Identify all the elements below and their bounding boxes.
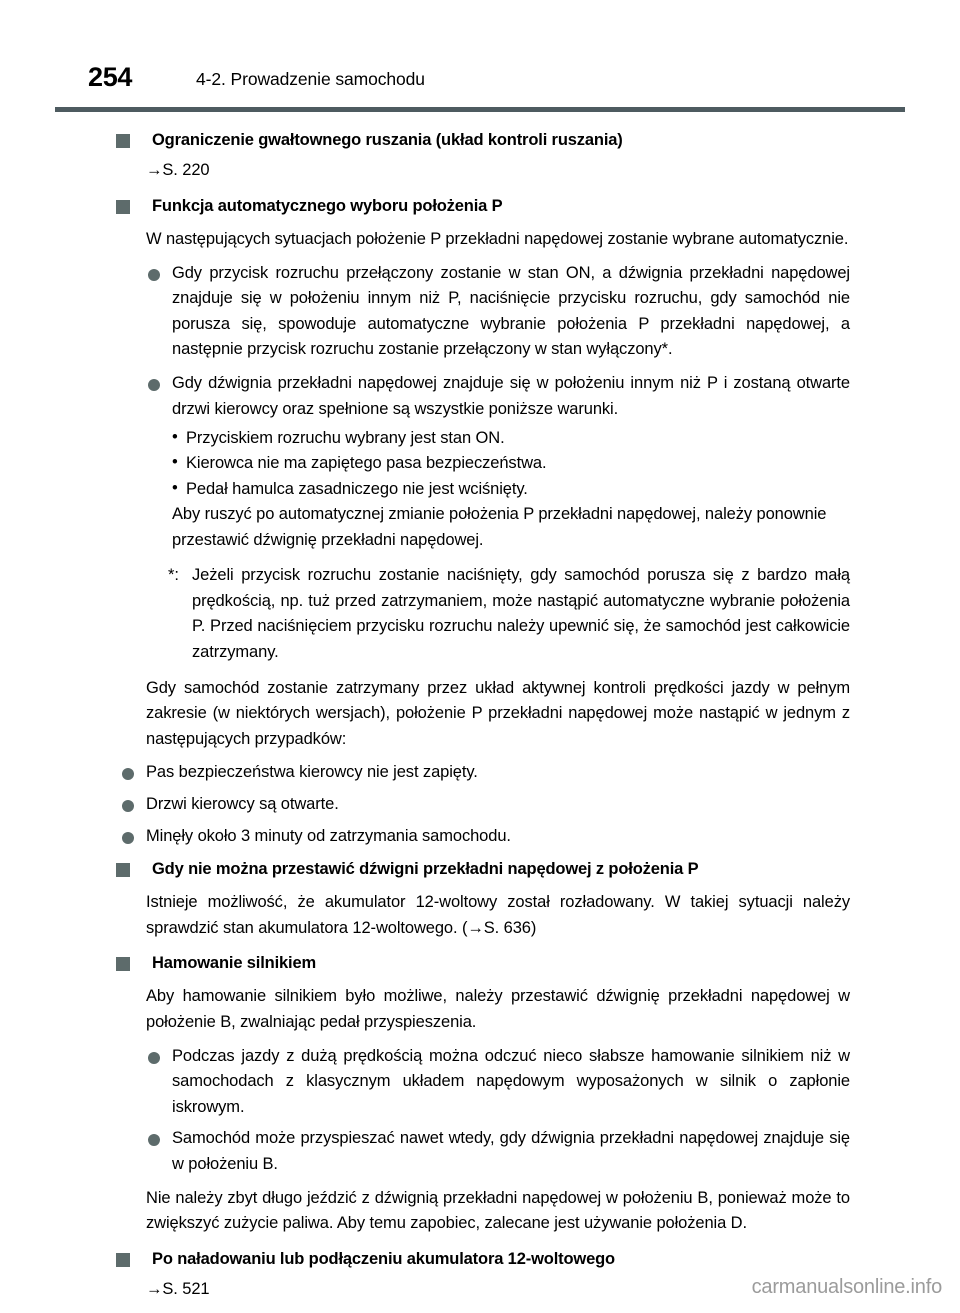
section-heading-label: Ograniczenie gwałtownego ruszania (układ kontroli ruszania) — [152, 131, 623, 149]
page-header — [0, 60, 960, 106]
section-heading — [116, 192, 905, 221]
page-reference-link[interactable]: →S. 220 — [146, 161, 210, 179]
section-heading-label: Gdy nie można przestawić dźwigni przekładni napędowej z położenia P — [152, 860, 699, 879]
round-bullet-icon — [148, 1052, 160, 1064]
list-item — [146, 1126, 850, 1177]
round-bullet-icon — [148, 1134, 160, 1146]
round-bullet-icon — [148, 269, 160, 281]
page-content — [0, 126, 960, 1303]
sub-list-item-text: Pedał hamulca zasadniczego nie jest wciśnięty. — [186, 479, 528, 498]
list-item-text: Pas bezpieczeństwa kierowcy nie jest zapięty. — [146, 763, 478, 782]
section-closing-paragraph: Nie należy zbyt długo jeździć z dźwignią przekładni napędowej w położeniu B, ponieważ może to zwiększyć zużycie paliwa. Aby temu zapobiec, zalecane jest używanie położenia D. — [146, 1188, 850, 1233]
footnote — [168, 563, 850, 665]
section-intro-paragraph: Aby hamowanie silnikiem było możliwe, należy przestawić dźwignię przekładni napędowej w położenie B, zwalniając pedał przyspieszenia. — [146, 987, 850, 1031]
site-watermark: carmanualsonline.info — [751, 1276, 942, 1298]
round-bullet-icon — [122, 768, 134, 780]
section-ograniczenie — [0, 126, 960, 184]
section-intro-paragraph: Istnieje możliwość, że akumulator 12-woltowy został rozładowany. W takiej sytuacji należy sprawdzić stan akumulatora 12-woltowego. (→S. 636) — [146, 893, 850, 937]
list-item-text: Minęły około 3 minuty od zatrzymania samochodu. — [146, 826, 511, 845]
section-heading — [116, 855, 905, 884]
section-heading — [116, 949, 905, 978]
sub-list-item — [172, 451, 850, 476]
square-bullet-icon — [116, 200, 130, 214]
list-item — [146, 261, 850, 363]
list-item — [120, 792, 850, 818]
round-bullet-icon — [122, 800, 134, 812]
list-item-text: Samochód może przyspieszać nawet wtedy, gdy dźwignia przekładni napędowej znajduje się w położeniu B. — [172, 1129, 850, 1173]
list-item-text: Gdy dźwignia przekładni napędowej znajduje się w położeniu innym niż P i zostaną otwarte drzwi kierowcy oraz spełnione są wszystkie poniższe warunki. — [172, 373, 850, 418]
tail-paragraph: Gdy samochód zostanie zatrzymany przez układ aktywnej kontroli prędkości jazdy w pełnym zakresie (w niektórych wersjach), położenie P przekładni napędowej może nastąpić w jednym z następujących przypadków: — [146, 678, 850, 748]
post-conditions-paragraph: Aby ruszyć po automatycznej zmianie położenia P przekładni napędowej, należy ponownie przestawić dźwignię przekładni napędowej. — [172, 505, 827, 549]
middot-bullet-icon: • — [172, 453, 178, 472]
round-bullet-icon — [148, 379, 160, 391]
round-bullet-icon — [122, 832, 134, 844]
list-item — [120, 824, 850, 850]
list-item-text: Gdy przycisk rozruchu przełączony zostanie w stan ON, a dźwignia przekładni napędowej znajduje się w położeniu innym niż P, naciśnięcie przycisku rozruchu, gdy samochód nie porusza się, spowoduje automatyczne wybranie położenia P przekładni napędowej, a następnie przycisk rozruchu zostanie przełączony w stan wyłączony*. — [172, 263, 850, 359]
sub-list-item-text: Przyciskiem rozruchu wybrany jest stan ON. — [186, 429, 505, 448]
list-item — [120, 760, 850, 786]
sub-list-item — [172, 477, 850, 502]
section-heading-label: Funkcja automatycznego wyboru położenia P — [152, 197, 503, 215]
square-bullet-icon — [116, 863, 130, 877]
section-hamowanie-silnikiem — [0, 949, 960, 1236]
page-reference-link[interactable]: →S. 521 — [146, 1279, 210, 1298]
middot-bullet-icon: • — [172, 478, 178, 497]
section-funkcja-auto-p — [0, 192, 960, 849]
sub-list-item — [172, 426, 850, 451]
square-bullet-icon — [116, 1253, 130, 1267]
section-heading-label: Po naładowaniu lub podłączeniu akumulatora 12-woltowego — [152, 1249, 615, 1268]
list-item-text: Drzwi kierowcy są otwarte. — [146, 794, 339, 813]
header-divider — [55, 107, 905, 112]
list-item — [146, 371, 850, 422]
middot-bullet-icon: • — [172, 428, 178, 447]
section-heading — [116, 126, 905, 155]
page-title: 4-2. Prowadzenie samochodu — [196, 69, 425, 89]
list-item — [146, 1044, 850, 1121]
sub-list-item-text: Kierowca nie ma zapiętego pasa bezpieczeństwa. — [186, 454, 547, 473]
footnote-marker: *: — [168, 566, 179, 585]
section-heading-label: Hamowanie silnikiem — [152, 954, 317, 973]
square-bullet-icon — [116, 134, 130, 148]
page-number: 254 — [88, 62, 133, 92]
footnote-text: Jeżeli przycisk rozruchu zostanie naciśnięty, gdy samochód porusza się z bardzo małą prędkością, np. tuż przed zatrzymaniem, może nastąpić automatyczne wybranie położenia P. Przed naciśnięciem przycisku rozruchu należy upewnić się, że samochód jest całkowicie zatrzymany. — [192, 566, 850, 662]
section-heading — [116, 1245, 905, 1274]
section-nie-mozna-przestawic — [0, 855, 960, 941]
square-bullet-icon — [116, 957, 130, 971]
section-intro-paragraph: W następujących sytuacjach położenie P przekładni napędowej zostanie wybrane automatycznie. — [146, 230, 849, 248]
list-item-text: Podczas jazdy z dużą prędkością można odczuć nieco słabsze hamowanie silnikiem niż w samochodach z klasycznym układem napędowym wyposażonych w silnik o zapłonie iskrowym. — [172, 1046, 850, 1116]
